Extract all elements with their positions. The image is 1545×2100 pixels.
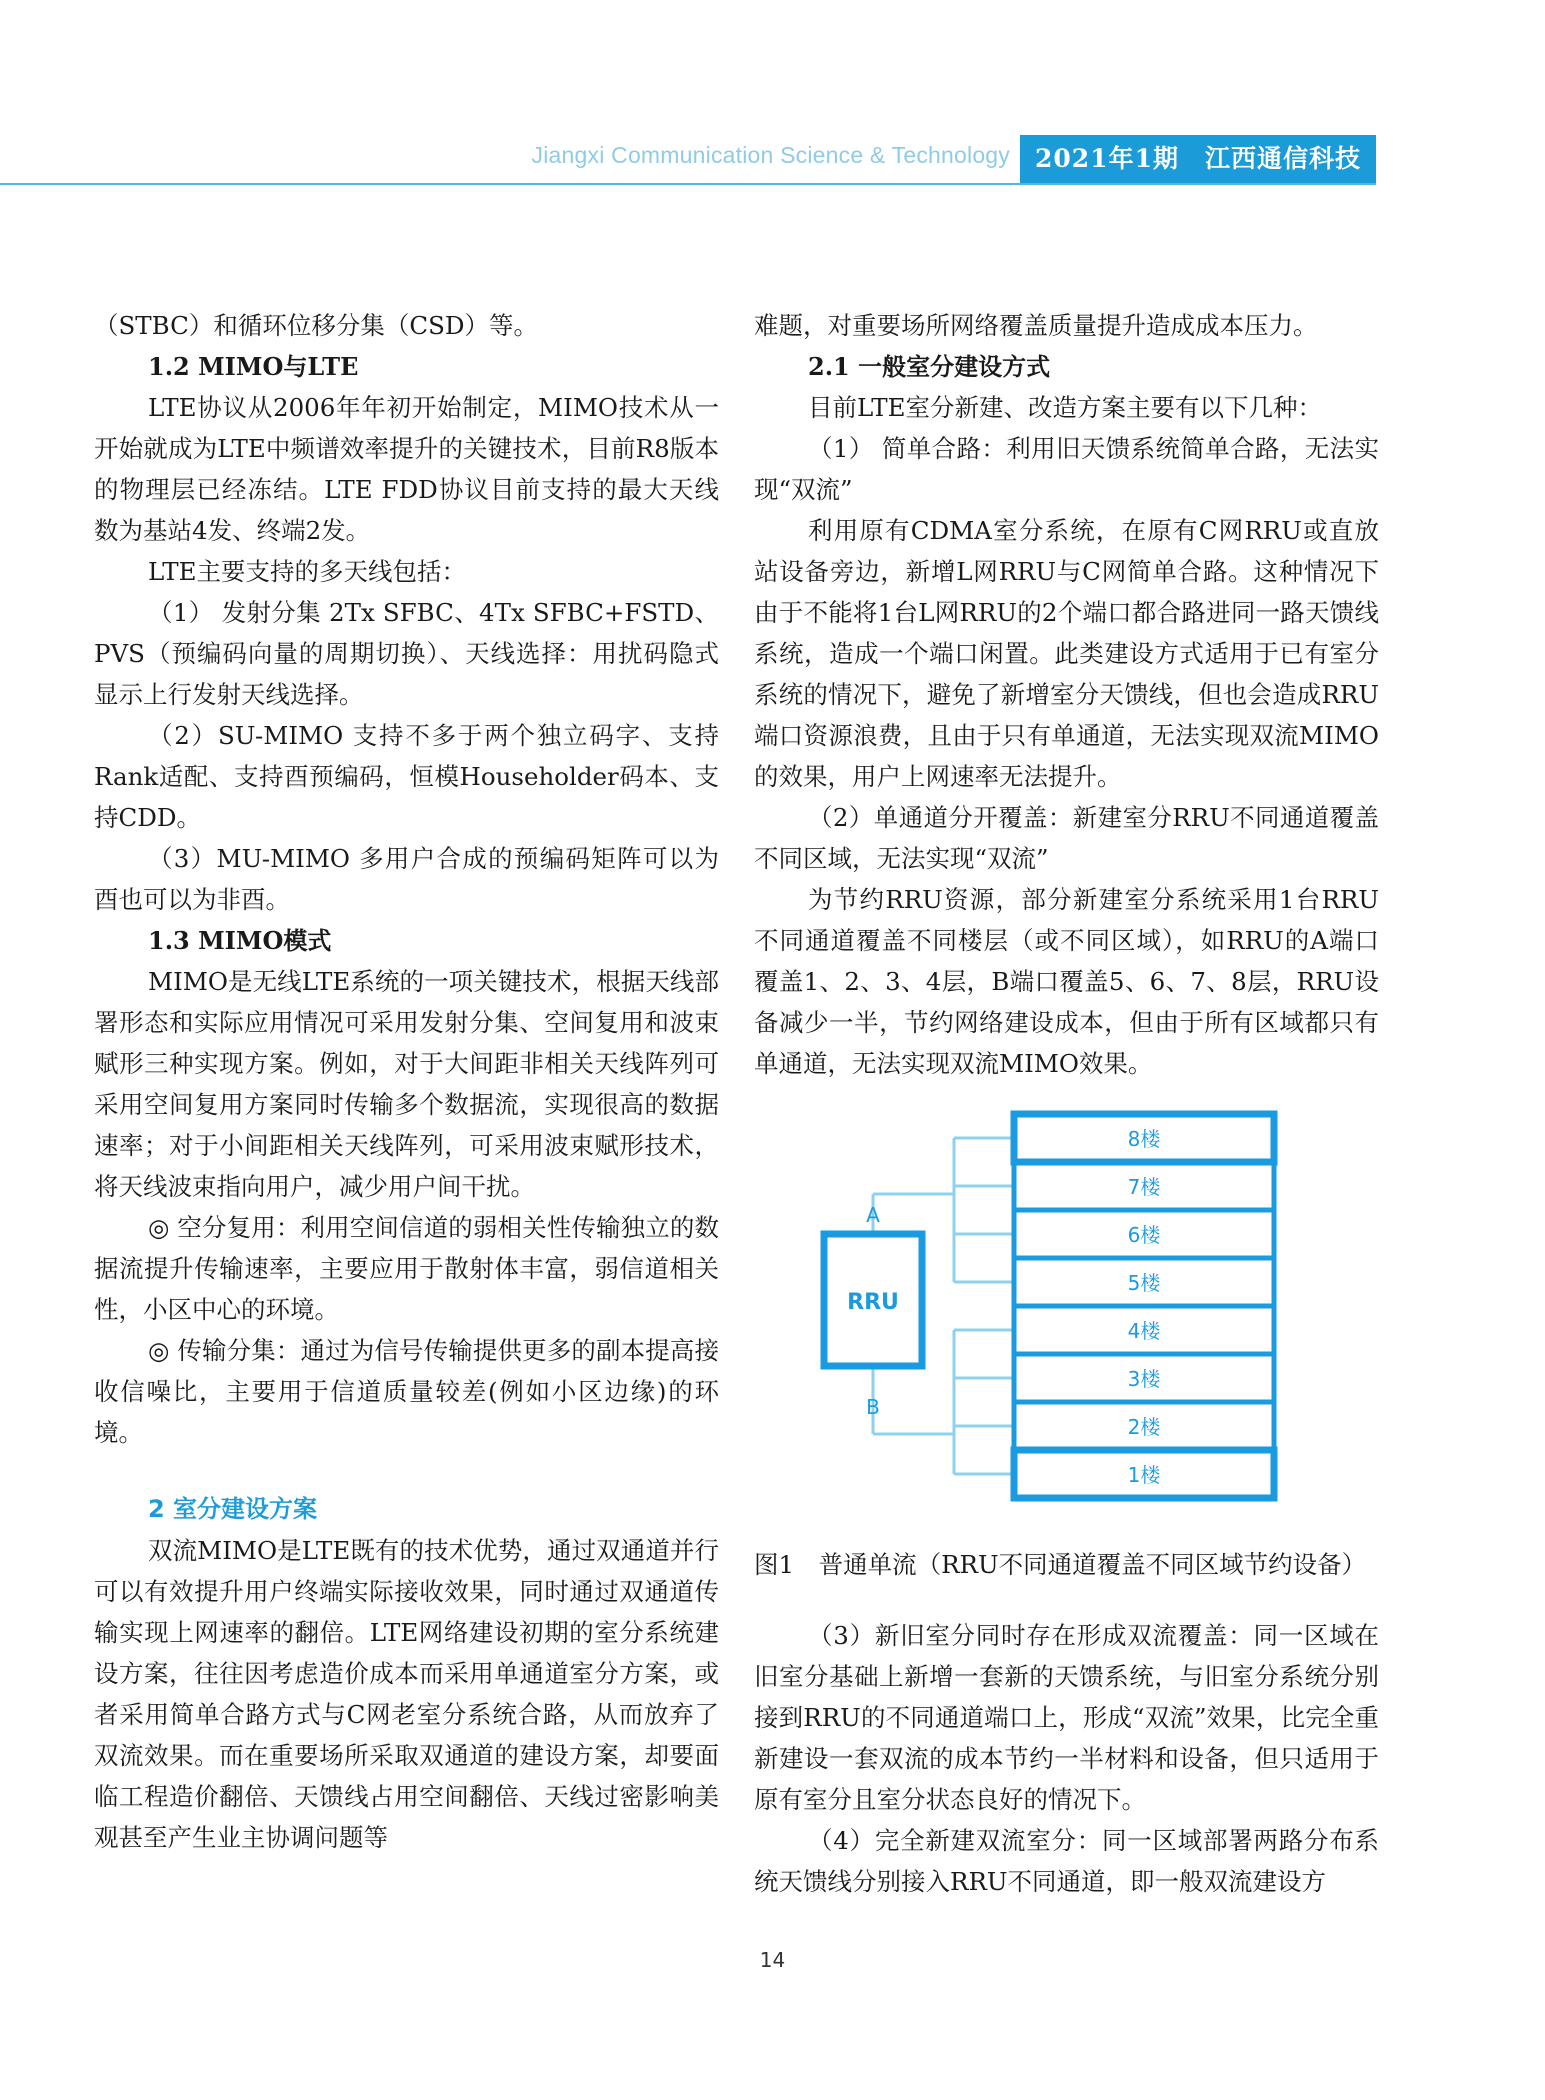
floor-label: 1楼 [1127,1463,1161,1487]
floor-label: 8楼 [1127,1127,1161,1151]
header-divider [0,183,1376,185]
paragraph: （3）MU-MIMO 多用户合成的预编码矩阵可以为酉也可以为非酉。 [94,844,719,914]
paragraph: LTE协议从2006年年初开始制定，MIMO技术从一开始就成为LTE中频谱效率提升的关键技术，目前R8版本的物理层已经冻结。LTE FDD协议目前支持的最大天线数为基站4发、终端2发。 [94,393,719,545]
paragraph: （1） 发射分集 2Tx SFBC、4Tx SFBC+FSTD、PVS（预编码向量的周期切换）、天线选择：用扰码隐式显示上行发射天线选择。 [94,598,719,709]
paragraph: （2）单通道分开覆盖：新建室分RRU不同通道覆盖不同区域，无法实现“双流” [754,803,1379,873]
paragraph: MIMO是无线LTE系统的一项关键技术，根据天线部署形态和实际应用情况可采用发射分集、空间复用和波束赋形三种实现方案。例如，对于大间距非相关天线阵列可采用空间复用方案同时传输多个数据流，实现很高的数据速率；对于小间距相关天线阵列，可采用波束赋形技术，将天线波束指向用户，减少用户间干扰。 [94,967,719,1201]
paragraph: （2）SU-MIMO 支持不多于两个独立码字、支持Rank适配、支持酉预编码，恒模Householder码本、支持CDD。 [94,721,719,832]
section-heading-2: 2 室分建设方案 [148,1495,318,1523]
journal-english-title: Jiangxi Communication Science & Technology [531,142,1010,168]
section-heading-1-3: 1.3 MIMO模式 [148,926,332,955]
right-column [754,305,1379,1902]
section-heading-1-2: 1.2 MIMO与LTE [148,352,359,381]
figure-caption: 图1 普通单流（RRU不同通道覆盖不同区域节约设备） [754,1550,1367,1579]
port-b-label: B [866,1395,880,1419]
paragraph: 难题，对重要场所网络覆盖质量提升造成成本压力。 [754,311,1318,340]
paragraph: （1） 简单合路：利用旧天馈系统简单合路，无法实现“双流” [754,434,1379,504]
paragraph: ◎ 传输分集：通过为信号传输提供更多的副本提高接收信噪比，主要用于信道质量较差(例如小区边缘)的环境。 [94,1336,719,1447]
floor-label: 4楼 [1127,1319,1161,1343]
port-a-label: A [866,1203,880,1227]
paragraph: 双流MIMO是LTE既有的技术优势，通过双通道并行可以有效提升用户终端实际接收效果，同时通过双通道传输实现上网速率的翻倍。LTE网络建设初期的室分系统建设方案，往往因考虑造价成本而采用单通道室分方案，或者采用简单合路方式与C网老室分系统合路，从而放弃了双流效果。而在重要场所采取双通道的建设方案，却要面临工程造价翻倍、天馈线占用空间翻倍、天线过密影响美观甚至产生业主协调问题等 [94,1536,719,1852]
issue-badge: 2021年1期 江西通信科技 [1020,135,1376,183]
paragraph: LTE主要支持的多天线包括： [148,557,466,586]
figure-1 [754,1104,1379,1544]
page-number: 14 [759,1948,786,1972]
paragraph: （3）新旧室分同时存在形成双流覆盖：同一区域在旧室分基础上新增一套新的天馈系统，与旧室分系统分别接到RRU的不同通道端口上，形成“双流”效果，比完全重新建设一套双流的成本节约一半材料和设备，但只适用于原有室分且室分状态良好的情况下。 [754,1621,1379,1814]
floor-label: 3楼 [1127,1367,1161,1391]
floor-label: 5楼 [1127,1271,1161,1295]
floor-label: 6楼 [1127,1223,1161,1247]
rru-floor-diagram [754,1104,1379,1544]
paragraph: 目前LTE室分新建、改造方案主要有以下几种： [808,393,1322,422]
paragraph: 利用原有CDMA室分系统，在原有C网RRU或直放站设备旁边，新增L网RRU与C网简单合路。这种情况下由于不能将1台L网RRU的2个端口都合路进同一路天馈线系统，造成一个端口闲置。此类建设方式适用于已有室分系统的情况下，避免了新增室分天馈线，但也会造成RRU端口资源浪费，且由于只有单通道，无法实现双流MIMO的效果，用户上网速率无法提升。 [754,516,1379,791]
paragraph: ◎ 空分复用：利用空间信道的弱相关性传输独立的数据流提升传输速率，主要应用于散射体丰富，弱信道相关性，小区中心的环境。 [94,1213,719,1324]
rru-label: RRU [847,1290,899,1315]
section-heading-2-1: 2.1 一般室分建设方式 [808,352,1051,381]
paragraph: （4）完全新建双流室分：同一区域部署两路分布系统天馈线分别接入RRU不同通道，即一般双流建设方 [754,1826,1379,1896]
paragraph: （STBC）和循环位移分集（CSD）等。 [94,311,539,340]
left-column [94,305,719,1858]
floor-label: 7楼 [1127,1175,1161,1199]
floor-label: 2楼 [1127,1415,1161,1439]
paragraph: 为节约RRU资源，部分新建室分系统采用1台RRU不同通道覆盖不同楼层（或不同区域），如RRU的A端口覆盖1、2、3、4层，B端口覆盖5、6、7、8层，RRU设备减少一半，节约网络建设成本，但由于所有区域都只有单通道，无法实现双流MIMO效果。 [754,885,1379,1078]
